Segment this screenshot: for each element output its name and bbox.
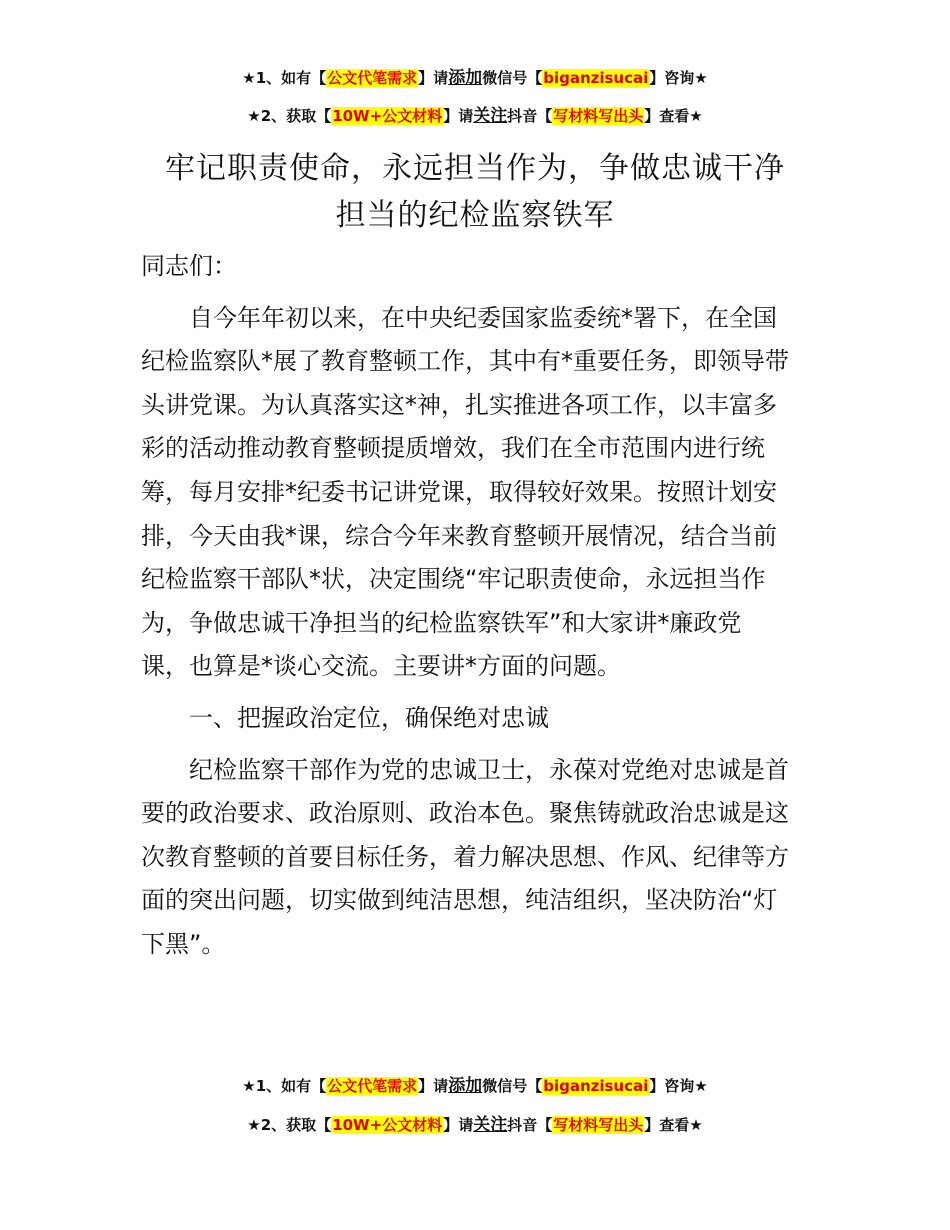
section-heading-1: 一、把握政治定位，确保绝对忠诚: [189, 703, 549, 732]
paragraph-line: 为，争做忠诚干净担当的纪检监察铁军”和大家讲*廉政党: [141, 608, 742, 637]
highlight-wechat-id: biganzisucai: [543, 69, 649, 87]
bottom-banner-line-1: ★1、如有【公文代笔需求】请添加微信号【biganzisucai】咨询★: [242, 1076, 708, 1096]
highlight-materials: 10W+公文材料: [332, 107, 443, 125]
paragraph-line: 头讲党课。为认真落实这*神，扎实推进各项工作，以丰富多: [141, 390, 777, 419]
underlined-follow: 关注: [473, 106, 508, 126]
paragraph-line: 排，今天由我*课，综合今年来教育整顿开展情况，结合当前: [141, 521, 777, 550]
paragraph-line: 筹，每月安排*纪委书记讲党课，取得较好效果。按照计划安: [141, 477, 777, 506]
highlight-materials: 10W+公文材料: [332, 1116, 443, 1134]
highlight-wechat-id: biganzisucai: [543, 1077, 649, 1095]
paragraph-line: 纪检监察队*展了教育整顿工作，其中有*重要任务，即领导带: [141, 347, 789, 376]
highlight-douyin: 写材料写出头: [553, 1116, 644, 1134]
paragraph-line: 面的突出问题，切实做到纯洁思想，纯洁组织，坚决防治“灯: [141, 886, 778, 915]
paragraph-line: 下黑”。: [141, 929, 226, 958]
paragraph-section-1: [141, 749, 813, 967]
title-line-2: 担当的纪检监察铁军: [335, 198, 615, 233]
paragraph-intro: [141, 297, 813, 689]
paragraph-line: 课，也算是*谈心交流。主要讲*方面的问题。: [141, 652, 621, 681]
highlight-service: 公文代笔需求: [327, 1077, 418, 1095]
paragraph-line: 次教育整顿的首要目标任务，着力解决思想、作风、纪律等方: [141, 842, 789, 871]
document-body: [141, 245, 813, 967]
paragraph-line: 彩的活动推动教育整顿提质增效，我们在全市范围内进行统: [141, 434, 765, 463]
paragraph-line: 纪检监察干部作为党的忠诚卫士，永葆对党绝对忠诚是首: [189, 755, 789, 784]
underlined-add: 添加: [448, 68, 483, 88]
salutation: 同志们：: [141, 252, 237, 280]
underlined-follow: 关注: [473, 1115, 508, 1135]
bottom-banner-line-2: ★2、获取【10W+公文材料】请关注抖音【写材料写出头】查看★: [247, 1115, 703, 1135]
underlined-add: 添加: [448, 1076, 483, 1096]
highlight-douyin: 写材料写出头: [553, 107, 644, 125]
paragraph-line: 要的政治要求、政治原则、政治本色。聚焦铸就政治忠诚是这: [141, 799, 789, 828]
title-line-1: 牢记职责使命，永远担当作为，争做忠诚干净: [165, 151, 785, 186]
paragraph-line: 纪检监察干部队*状，决定围绕“牢记职责使命，永远担当作: [141, 565, 766, 594]
document-title: [0, 145, 950, 239]
paragraph-line: 自今年年初以来，在中央纪委国家监委统*署下，在全国: [189, 303, 777, 332]
top-banner-line-2: ★2、获取【10W+公文材料】请关注抖音【写材料写出头】查看★: [247, 106, 703, 126]
top-banner-line-1: ★1、如有【公文代笔需求】请添加微信号【biganzisucai】咨询★: [242, 68, 708, 88]
highlight-service: 公文代笔需求: [327, 69, 418, 87]
